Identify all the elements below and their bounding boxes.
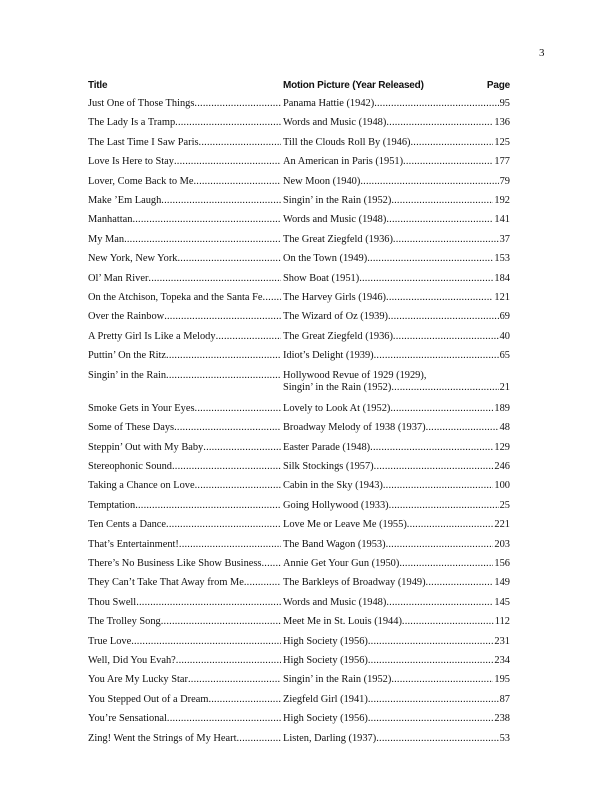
motion-picture-text: Idiot’s Delight (1939) <box>283 350 374 362</box>
song-title <box>88 214 281 226</box>
motion-picture <box>283 292 510 304</box>
motion-picture-text: High Society (1956) <box>283 713 368 725</box>
song-title <box>88 273 281 285</box>
motion-picture-text: Love Me or Leave Me (1955) <box>283 519 407 531</box>
page-ref: 65 <box>499 350 510 362</box>
song-title <box>88 403 281 415</box>
table-row <box>88 655 510 674</box>
song-title-text: Ten Cents a Dance <box>88 519 167 531</box>
motion-picture <box>283 519 510 531</box>
page-ref: 177 <box>494 156 510 168</box>
song-title-text: There’s No Business Like Show Business <box>88 557 262 569</box>
song-title <box>88 733 281 745</box>
page-number: 3 <box>539 47 545 59</box>
page-ref: 125 <box>494 136 510 148</box>
page-ref: 141 <box>494 214 510 226</box>
page-ref: 25 <box>499 499 510 511</box>
song-index-list <box>88 98 510 752</box>
motion-picture-text: Meet Me in St. Louis (1944) <box>283 616 402 628</box>
motion-picture-text: The Barkleys of Broadway (1949) <box>283 577 426 589</box>
table-row <box>88 694 510 713</box>
table-row <box>88 733 510 752</box>
song-title <box>88 442 281 454</box>
page-ref: 203 <box>494 538 510 550</box>
table-row <box>88 577 510 596</box>
table-row <box>88 461 510 480</box>
page-ref: 195 <box>494 674 510 686</box>
song-title <box>88 461 281 473</box>
motion-picture <box>283 636 510 648</box>
motion-picture <box>283 137 510 149</box>
motion-picture-text: Easter Parade (1948) <box>283 441 371 453</box>
table-row <box>88 331 510 350</box>
page-ref: 48 <box>499 422 510 434</box>
header-title: Title <box>88 80 108 91</box>
motion-picture <box>283 331 510 343</box>
page-ref: 149 <box>494 577 510 589</box>
page-ref: 100 <box>494 480 510 492</box>
motion-picture-text: Show Boat (1951) <box>283 272 360 284</box>
song-title-text: The Trolley Song <box>88 616 161 628</box>
song-title <box>88 195 281 207</box>
motion-picture-text: An American in Paris (1951) <box>283 156 404 168</box>
motion-picture-text: The Harvey Girls (1946) <box>283 292 387 304</box>
motion-picture-text: Words and Music (1948) <box>283 214 387 226</box>
motion-picture <box>283 461 510 473</box>
song-title <box>88 500 281 512</box>
song-title <box>88 480 281 492</box>
motion-picture-text: The Great Ziegfeld (1936) <box>283 330 393 342</box>
header-motion-picture: Motion Picture (Year Released) <box>283 80 424 91</box>
page-ref: 121 <box>494 292 510 304</box>
motion-picture <box>283 403 510 415</box>
song-title-text: Well, Did You Evah? <box>88 654 176 666</box>
table-row <box>88 137 510 156</box>
motion-picture <box>283 117 510 129</box>
song-title-text: You Are My Lucky Star <box>88 674 188 686</box>
song-title <box>88 616 281 628</box>
song-title-text: Love Is Here to Stay <box>88 156 174 168</box>
motion-picture-text: Words and Music (1948) <box>283 117 387 129</box>
motion-picture-text: Singin’ in the Rain (1952) <box>283 195 392 207</box>
table-row <box>88 597 510 616</box>
song-title <box>88 98 281 110</box>
page-ref: 112 <box>494 616 510 628</box>
motion-picture-text: The Band Wagon (1953) <box>283 538 386 550</box>
song-title-text: Just One of Those Things <box>88 98 195 109</box>
song-title <box>88 597 281 609</box>
song-title <box>88 674 281 686</box>
table-row <box>88 636 510 655</box>
motion-picture <box>283 98 510 110</box>
page-ref: 53 <box>499 732 510 744</box>
table-row <box>88 350 510 369</box>
motion-picture-text: On the Town (1949) <box>283 253 368 265</box>
page-ref: 136 <box>494 117 510 129</box>
song-title-text: Manhattan <box>88 214 133 226</box>
page-ref: 79 <box>499 175 510 187</box>
song-title-text: Singin’ in the Rain <box>88 369 167 381</box>
song-title <box>88 577 281 589</box>
table-row <box>88 539 510 558</box>
song-title <box>88 253 281 265</box>
motion-picture <box>283 480 510 492</box>
page-ref: 40 <box>499 330 510 342</box>
motion-picture-text: The Great Ziegfeld (1936) <box>283 233 393 245</box>
motion-picture-text: Cabin in the Sky (1943) <box>283 480 383 492</box>
song-title <box>88 117 281 129</box>
song-title <box>88 422 281 434</box>
motion-picture <box>283 694 510 706</box>
motion-picture <box>283 500 510 512</box>
song-title-text: Steppin’ Out with My Baby <box>88 441 204 453</box>
song-title <box>88 292 281 304</box>
song-title-text: New York, New York <box>88 253 178 265</box>
motion-picture-text: Annie Get Your Gun (1950) <box>283 557 400 569</box>
table-row <box>88 117 510 136</box>
motion-picture-text: Words and Music (1948) <box>283 596 387 608</box>
page-ref: 221 <box>494 519 510 531</box>
table-row <box>88 500 510 519</box>
table-row <box>88 253 510 272</box>
song-title-text: Make ’Em Laugh <box>88 195 162 207</box>
table-row <box>88 616 510 635</box>
page-ref: 184 <box>494 272 510 284</box>
motion-picture <box>283 370 510 394</box>
motion-picture <box>283 195 510 207</box>
motion-picture <box>283 674 510 686</box>
motion-picture-text: Lovely to Look At (1952) <box>283 402 391 414</box>
song-title-text: You Stepped Out of a Dream <box>88 693 209 705</box>
page-ref: 153 <box>494 253 510 265</box>
motion-picture-text: Broadway Melody of 1938 (1937) <box>283 422 426 434</box>
motion-picture-text: Panama Hattie (1942) <box>283 98 375 109</box>
page-ref: 231 <box>494 635 510 647</box>
song-title <box>88 539 281 551</box>
motion-picture-text: Silk Stockings (1957) <box>283 460 374 472</box>
song-title-text: Stereophonic Sound <box>88 460 172 472</box>
song-title-text: Puttin’ On the Ritz <box>88 350 167 362</box>
page-ref: 37 <box>499 233 510 245</box>
page-ref: 69 <box>499 311 510 323</box>
song-title <box>88 156 281 168</box>
table-row <box>88 558 510 577</box>
song-title-text: Temptation <box>88 499 136 511</box>
motion-picture-text: Listen, Darling (1937) <box>283 732 377 744</box>
table-row <box>88 713 510 732</box>
table-row <box>88 422 510 441</box>
motion-picture <box>283 350 510 362</box>
song-title-text: Taking a Chance on Love <box>88 480 195 492</box>
page-ref: 95 <box>499 98 510 109</box>
motion-picture-text: Singin’ in the Rain (1952) <box>283 674 392 686</box>
page-ref: 192 <box>494 195 510 207</box>
header-page: Page <box>486 80 510 91</box>
page-ref: 234 <box>494 654 510 666</box>
table-row <box>88 403 510 422</box>
page-ref: 246 <box>494 460 510 472</box>
motion-picture <box>283 156 510 168</box>
table-row <box>88 674 510 693</box>
song-title <box>88 350 281 362</box>
song-title-text: That’s Entertainment! <box>88 538 179 550</box>
song-title-text: A Pretty Girl Is Like a Melody <box>88 330 216 342</box>
table-row <box>88 442 510 461</box>
motion-picture <box>283 273 510 285</box>
song-title-text: Lover, Come Back to Me <box>88 175 194 187</box>
motion-picture <box>283 713 510 725</box>
song-title <box>88 519 281 531</box>
motion-picture <box>283 655 510 667</box>
song-title <box>88 694 281 706</box>
motion-picture <box>283 558 510 570</box>
table-row <box>88 98 510 117</box>
song-title-text: They Can’t Take That Away from Me <box>88 577 244 589</box>
song-title <box>88 311 281 323</box>
table-row <box>88 176 510 195</box>
song-title-text: Ol’ Man River <box>88 272 149 284</box>
motion-picture <box>283 253 510 265</box>
table-row <box>88 195 510 214</box>
page-ref: 156 <box>494 557 510 569</box>
song-title <box>88 655 281 667</box>
song-title-text: The Last Time I Saw Paris <box>88 136 199 148</box>
motion-picture-text: High Society (1956) <box>283 654 368 666</box>
motion-picture-text: Going Hollywood (1933) <box>283 499 389 511</box>
motion-picture <box>283 616 510 628</box>
motion-picture-text: The Wizard of Oz (1939) <box>283 311 388 323</box>
song-title-text: The Lady Is a Tramp <box>88 117 176 129</box>
table-header <box>88 80 510 96</box>
song-title-text: Zing! Went the Strings of My Heart <box>88 732 237 744</box>
page-ref: 189 <box>494 402 510 414</box>
song-title <box>88 713 281 725</box>
page-ref: 129 <box>494 441 510 453</box>
song-title <box>88 370 281 382</box>
table-row <box>88 234 510 253</box>
song-title <box>88 558 281 570</box>
motion-picture <box>283 539 510 551</box>
motion-picture <box>283 733 510 745</box>
motion-picture-text: Ziegfeld Girl (1941) <box>283 693 368 705</box>
page-ref: 145 <box>494 596 510 608</box>
motion-picture-text: Hollywood Revue of 1929 (1929), <box>283 369 427 381</box>
motion-picture <box>283 597 510 609</box>
motion-picture-text-line2: Singin’ in the Rain (1952) ..... <box>283 382 510 394</box>
song-title-text: Some of These Days <box>88 422 175 434</box>
song-title-text: Smoke Gets in Your Eyes <box>88 402 195 414</box>
page-ref: 21 <box>499 381 510 393</box>
motion-picture-text: Till the Clouds Roll By (1946) <box>283 136 411 148</box>
song-title-text: On the Atchison, Topeka and the Santa Fe <box>88 292 263 304</box>
song-title-text: You’re Sensational <box>88 713 167 725</box>
table-row <box>88 273 510 292</box>
song-title <box>88 234 281 246</box>
song-title-text: Over the Rainbow <box>88 311 165 323</box>
page-ref: 87 <box>499 693 510 705</box>
motion-picture <box>283 422 510 434</box>
song-title-text: My Man <box>88 233 125 245</box>
table-row <box>88 311 510 330</box>
song-title <box>88 331 281 343</box>
table-row <box>88 156 510 175</box>
motion-picture <box>283 311 510 323</box>
song-title <box>88 137 281 149</box>
song-title <box>88 636 281 648</box>
motion-picture <box>283 577 510 589</box>
table-row <box>88 519 510 538</box>
table-row <box>88 480 510 499</box>
table-row <box>88 370 510 403</box>
table-row <box>88 214 510 233</box>
motion-picture <box>283 442 510 454</box>
song-title <box>88 176 281 188</box>
motion-picture-text: High Society (1956) <box>283 635 368 647</box>
motion-picture-text: New Moon (1940) <box>283 175 361 187</box>
motion-picture <box>283 234 510 246</box>
motion-picture <box>283 214 510 226</box>
motion-picture <box>283 176 510 188</box>
song-title-text: Thou Swell <box>88 596 137 608</box>
table-row <box>88 292 510 311</box>
page-ref: 238 <box>494 713 510 725</box>
song-title-text: True Love <box>88 635 132 647</box>
